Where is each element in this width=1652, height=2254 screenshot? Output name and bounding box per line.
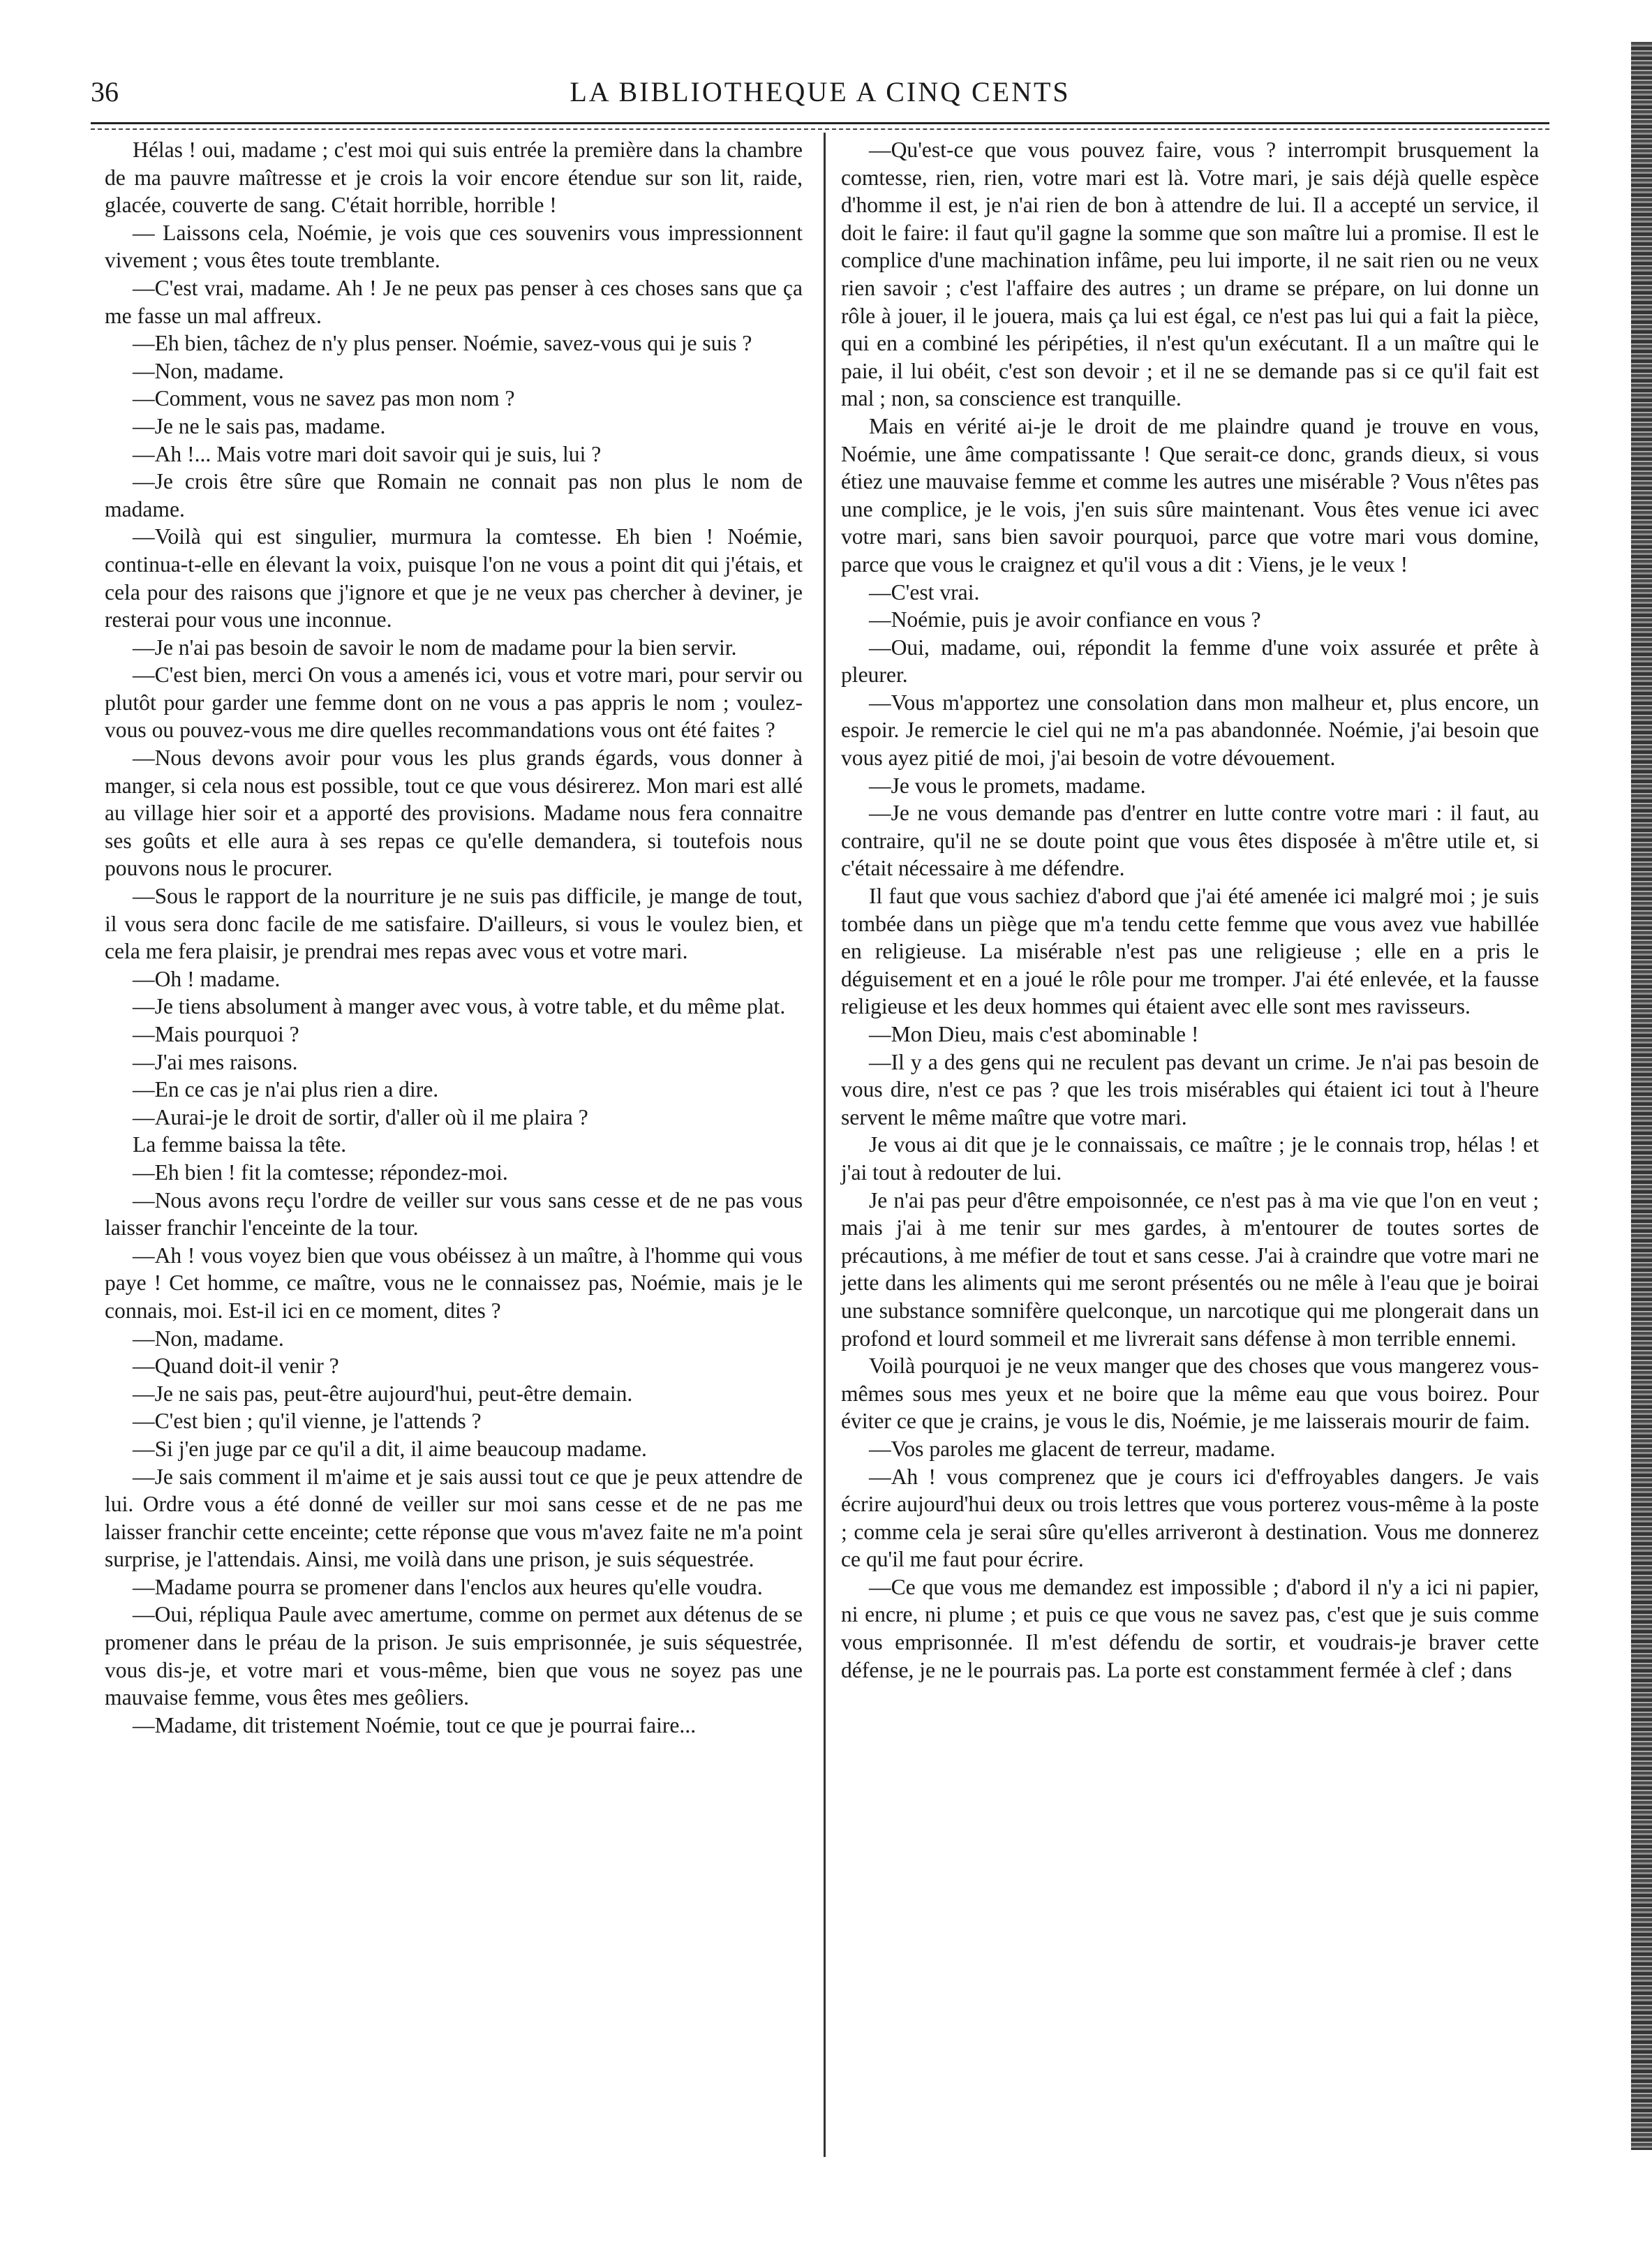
page-number: 36 bbox=[91, 76, 119, 107]
right-column bbox=[841, 136, 1539, 1684]
paragraph: —C'est bien, merci On vous a amenés ici, vous et votre mari, pour servir ou plutôt pour garder une femme dont on ne vous a pas appris le nom ; voulez-vous ou pouvez-vous me dire quelles recommandations vous ont été faites ? bbox=[105, 662, 803, 743]
paragraph: —Oh ! madame. bbox=[133, 966, 281, 991]
paragraph: —Mais pourquoi ? bbox=[133, 1022, 299, 1046]
running-title: LA BIBLIOTHEQUE A CINQ CENTS bbox=[570, 76, 1071, 107]
paragraph: —Eh bien ! fit la comtesse; répondez-moi. bbox=[133, 1159, 508, 1185]
paragraph: Je vous ai dit que je le connaissais, ce maître ; je le connais trop, hélas ! et j'ai tout à redouter de lui. bbox=[841, 1132, 1539, 1185]
header-rule bbox=[91, 122, 1549, 124]
paragraph: Voilà pourquoi je ne veux manger que des choses que vous mangerez vous-mêmes sous mes yeux et ne boire que la même eau que vous boirez. Pour éviter ce que je crains, je vous le dis, Noémie, je me laisserais mourir de faim. bbox=[841, 1354, 1539, 1434]
paragraph: La femme baissa la tête. bbox=[133, 1132, 347, 1157]
paragraph: —Qu'est-ce que vous pouvez faire, vous ? interrompit brusquement la comtesse, rien, rien, votre mari est là. Votre mari, je sais déjà quelle espèce d'homme il est, je n'ai rien de bon à attendre de lui. Il a accepté un service, il doit le faire: il faut qu'il gagne la somme que son maître lui a promise. Il est le complice d'une machination infâme, peu lui importe, il ne sait rien ou ne veux rien savoir ; c'est l'affaire des autres ; un drame se prépare, on lui donne un rôle à jouer, il le jouera, mais ça lui est égal, ce n'est pas lui qui a fait la pièce, qui en a combiné les péripéties, il n'est qu'un exécutant. Il a un maître qui le paie, il lui obéit, c'est son devoir ; et il ne se demande pas si ce qu'il fait est mal ; non, sa conscience est tranquille. bbox=[841, 138, 1539, 411]
paragraph: —Je crois être sûre que Romain ne connait pas non plus le nom de madame. bbox=[105, 469, 803, 521]
paragraph: —Quand doit-il venir ? bbox=[133, 1354, 339, 1379]
paragraph: —Mon Dieu, mais c'est abominable ! bbox=[869, 1022, 1199, 1046]
paragraph: —J'ai mes raisons. bbox=[133, 1049, 298, 1074]
paragraph: —Sous le rapport de la nourriture je ne suis pas difficile, je mange de tout, il vous sera donc facile de me satisfaire. D'ailleurs, si vous le voulez bien, et cela me fera plaisir, je prendrai mes repas avec vous et votre mari. bbox=[105, 884, 803, 964]
paragraph: —Je ne sais pas, peut-être aujourd'hui, peut-être demain. bbox=[133, 1381, 633, 1406]
paragraph: —Eh bien, tâchez de n'y plus penser. Noémie, savez-vous qui je suis ? bbox=[133, 331, 752, 356]
column-divider bbox=[824, 133, 826, 2157]
paragraph: —Je n'ai pas besoin de savoir le nom de madame pour la bien servir. bbox=[133, 635, 737, 660]
paragraph: —Noémie, puis je avoir confiance en vous ? bbox=[869, 607, 1261, 632]
paragraph: —Vous m'apportez une consolation dans mon malheur et, plus encore, un espoir. Je remercie le ciel qui ne m'a pas abandonnée. Noémie, j'ai besoin que vous ayez pitié de moi, j'ai besoin de votre dévouement. bbox=[841, 690, 1539, 771]
header-rule-dashed bbox=[91, 128, 1549, 130]
paragraph: —Voilà qui est singulier, murmura la comtesse. Eh bien ! Noémie, continua-t-elle en élevant la voix, puisque l'on ne vous a point dit qui j'étais, et cela pour des raisons que j'ignore et que je ne veux pas chercher à deviner, je resterai pour vous une inconnue. bbox=[105, 524, 803, 632]
left-column bbox=[105, 136, 803, 1739]
paragraph: —Comment, vous ne savez pas mon nom ? bbox=[133, 386, 515, 411]
paragraph: —En ce cas je n'ai plus rien a dire. bbox=[133, 1077, 439, 1102]
paragraph: —Non, madame. bbox=[133, 358, 284, 383]
paragraph: —Vos paroles me glacent de terreur, madame. bbox=[869, 1436, 1276, 1461]
paragraph: —Madame, dit tristement Noémie, tout ce que je pourrai faire... bbox=[133, 1712, 697, 1737]
paragraph: — Laissons cela, Noémie, je vois que ces souvenirs vous impressionnent vivement ; vous êtes toute tremblante. bbox=[105, 220, 803, 273]
paragraph: Hélas ! oui, madame ; c'est moi qui suis entrée la première dans la chambre de ma pauvre maîtresse et je crois la voir encore étendue sur son lit, raide, glacée, couverte de sang. C'était horrible, horrible ! bbox=[105, 138, 803, 218]
paragraph: —Non, madame. bbox=[133, 1326, 284, 1351]
page-header bbox=[91, 70, 1549, 119]
paragraph: —Ah ! vous comprenez que je cours ici d'effroyables dangers. Je vais écrire aujourd'hui deux ou trois lettres que vous porterez vous-même à la poste ; comme cela je serai sûre qu'elles arriveront à destination. Vous me donnerez ce qu'il me faut pour écrire. bbox=[841, 1464, 1539, 1572]
paragraph: —Oui, répliqua Paule avec amertume, comme on permet aux détenus de se promener dans le préau de la prison. Je suis emprisonnée, je suis séquestrée, vous dis-je, et votre mari et vous-même, bien que vous ne soyez pas une mauvaise femme, vous êtes mes geôliers. bbox=[105, 1602, 803, 1710]
paragraph: Je n'ai pas peur d'être empoisonnée, ce n'est pas à ma vie que l'on en veut ; mais j'ai à me tenir sur mes gardes, à m'entourer de toutes sortes de précautions, à me méfier de tout et sans cesse. J'ai à craindre que votre mari ne jette dans les aliments qui me seront présentés ou ne mêle à l'eau que je boirai une substance somnifère quelconque, un narcotique qui me plongerait dans un profond et lourd sommeil et me livrerait sans défense à mon terrible ennemi. bbox=[841, 1187, 1539, 1351]
paragraph: —Je ne le sais pas, madame. bbox=[133, 413, 386, 438]
paragraph: —Je ne vous demande pas d'entrer en lutte contre votre mari : il faut, au contraire, qu'il ne se doute point que vous êtes disposée à m'être utile et, si c'était nécessaire à me défendre. bbox=[841, 801, 1539, 881]
paragraph: —Ah ! vous voyez bien que vous obéissez à un maître, à l'homme qui vous paye ! Cet homme, ce maître, vous ne le connaissez pas, Noémie, mais je le connais, moi. Est-il ici en ce moment, dites ? bbox=[105, 1243, 803, 1323]
paragraph: —Je vous le promets, madame. bbox=[869, 773, 1146, 798]
paragraph: Il faut que vous sachiez d'abord que j'ai été amenée ici malgré moi ; je suis tombée dans un piège que m'a tendu cette femme que vous avez vue habillée en religieuse. La misérable n'est pas une religieuse ; elle en a pris le déguisement et en a joué le rôle pour me tromper. J'ai été enlevée, et la fausse religieuse et les deux hommes qui étaient avec elle sont mes ravisseurs. bbox=[841, 884, 1539, 1019]
paragraph: —C'est bien ; qu'il vienne, je l'attends ? bbox=[133, 1409, 482, 1434]
paragraph: —Ah !... Mais votre mari doit savoir qui je suis, lui ? bbox=[133, 441, 602, 466]
paragraph: —Nous avons reçu l'ordre de veiller sur vous sans cesse et de ne pas vous laisser franchir l'enceinte de la tour. bbox=[105, 1187, 803, 1240]
paragraph: —Nous devons avoir pour vous les plus grands égards, vous donner à manger, si cela nous est possible, tout ce que vous désirerez. Mon mari est allé au village hier soir et a apporté des provisions. Madame nous fera connaitre ses goûts et elle aura à ses repas ce qu'elle demandera, si toutefois nous pouvons nous le procurer. bbox=[105, 746, 803, 881]
paragraph: —Je tiens absolument à manger avec vous, à votre table, et du même plat. bbox=[133, 994, 786, 1019]
paragraph: —Madame pourra se promener dans l'enclos aux heures qu'elle voudra. bbox=[133, 1574, 763, 1599]
scan-edge-strip bbox=[1631, 42, 1652, 2150]
paragraph: —C'est vrai. bbox=[869, 579, 980, 605]
paragraph: —Aurai-je le droit de sortir, d'aller où il me plaira ? bbox=[133, 1104, 588, 1129]
paragraph: —Il y a des gens qui ne reculent pas devant un crime. Je n'ai pas besoin de vous dire, n'est ce pas ? que les trois misérables qui étaient ici tout à l'heure servent le même maître que votre mari. bbox=[841, 1049, 1539, 1129]
paragraph: —Oui, madame, oui, répondit la femme d'une voix assurée et prête à pleurer. bbox=[841, 635, 1539, 688]
paragraph: —C'est vrai, madame. Ah ! Je ne peux pas penser à ces choses sans que ça me fasse un mal affreux. bbox=[105, 275, 803, 328]
paragraph: —Je sais comment il m'aime et je sais aussi tout ce que je peux attendre de lui. Ordre vous a été donné de veiller sur moi sans cesse et de ne pas me laisser franchir cette enceinte; cette réponse que vous m'avez faite ne m'a point surprise, je l'attendais. Ainsi, me voilà dans une prison, je suis séquestrée. bbox=[105, 1464, 803, 1572]
paragraph: Mais en vérité ai-je le droit de me plaindre quand je trouve en vous, Noémie, une âme compatissante ! Que serait-ce donc, grands dieux, si vous étiez une mauvaise femme et comme les autres une misérable ? Vous n'êtes pas une complice, je le vois, j'en suis sûre maintenant. Vous êtes venue ici avec votre mari, sans bien savoir pourquoi, parce que votre mari vous domine, parce que vous le craignez et qu'il vous a dit : Viens, je le veux ! bbox=[841, 413, 1539, 577]
paragraph: —Si j'en juge par ce qu'il a dit, il aime beaucoup madame. bbox=[133, 1436, 647, 1461]
paragraph: —Ce que vous me demandez est impossible ; d'abord il n'y a ici ni papier, ni encre, ni plume ; et puis ce que vous ne savez pas, c'est que je suis comme vous emprisonnée. Il m'est défendu de sortir, et voudrais-je braver cette défense, je ne le pourrais pas. La porte est constamment fermée à clef ; dans bbox=[841, 1574, 1539, 1682]
